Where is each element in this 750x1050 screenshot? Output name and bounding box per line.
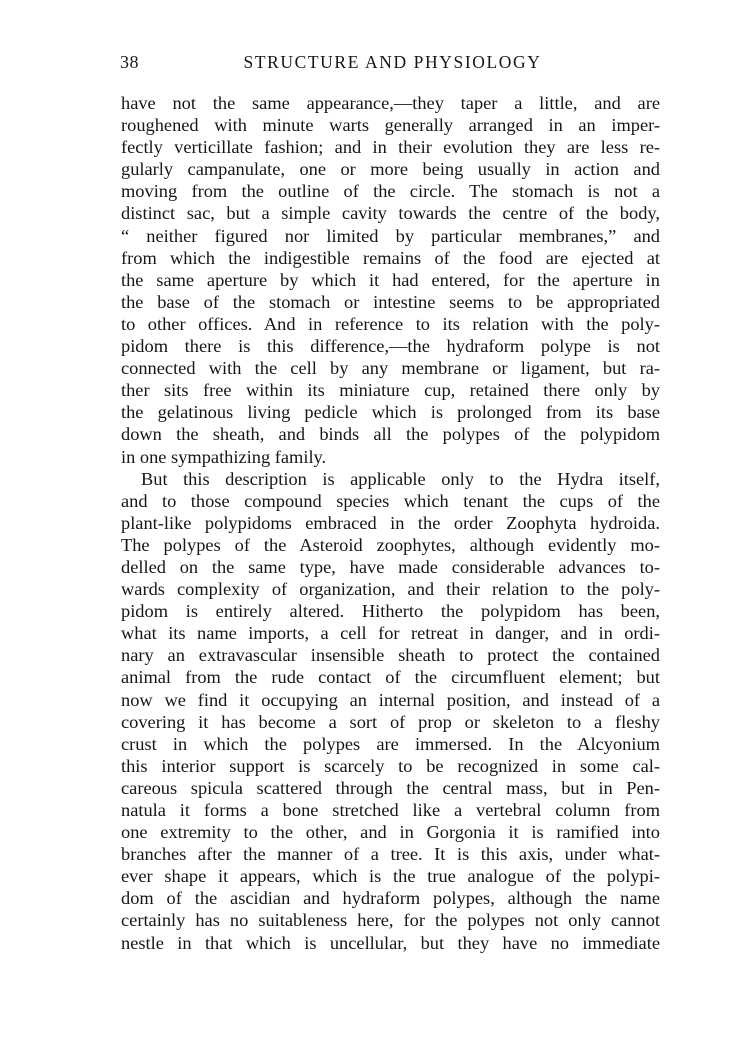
text-line: nary an extravascular insensible sheath to protect the contained <box>121 645 660 666</box>
text-line: branches after the manner of a tree. It is this axis, under what- <box>121 844 660 865</box>
text-line: in one sympathizing family. <box>121 446 327 467</box>
text-line: connected with the cell by any membrane or ligament, but ra- <box>121 358 660 379</box>
text-line: delled on the same type, have made considerable advances to- <box>121 556 660 577</box>
text-line: the same aperture by which it had entered, for the aperture in <box>121 269 660 290</box>
text-line: and to those compound species which tenant the cups of the <box>121 490 660 511</box>
text-line: pidom there is this difference,—the hydraform polype is not <box>121 336 660 357</box>
text-line: The polypes of the Asteroid zoophytes, although evidently mo- <box>121 534 660 555</box>
text-line: roughened with minute warts generally arranged in an imper- <box>121 115 660 136</box>
text-line: covering it has become a sort of prop or skeleton to a fleshy <box>121 711 660 732</box>
text-line: ther sits free within its miniature cup, retained there only by <box>121 380 660 401</box>
text-line: careous spicula scattered through the central mass, but in Pen- <box>121 777 660 798</box>
text-line: dom of the ascidian and hydraform polypes, although the name <box>121 888 660 909</box>
text-line: the gelatinous living pedicle which is prolonged from its base <box>121 402 660 423</box>
text-line: natula it forms a bone stretched like a vertebral column from <box>121 800 660 820</box>
paragraph-1 <box>121 92 660 468</box>
text-line: certainly has no suitableness here, for the polypes not only cannot <box>121 910 660 931</box>
text-line: animal from the rude contact of the circumfluent element; but <box>121 667 660 688</box>
text-line: pidom is entirely altered. Hitherto the polypidom has been, <box>121 601 660 622</box>
text-line: “ neither figured nor limited by particular membranes,” and <box>121 225 660 246</box>
text-line: one extremity to the other, and in Gorgonia it is ramified into <box>121 822 660 843</box>
text-line: the base of the stomach or intestine seems to be appropriated <box>121 291 660 312</box>
text-line: what its name imports, a cell for retreat in danger, and in ordi- <box>121 623 660 644</box>
text-line: crust in which the polypes are immersed. In the Alcyonium <box>121 733 660 754</box>
page-header <box>120 52 660 76</box>
text-line: plant-like polypidoms embraced in the order Zoophyta hydroida. <box>121 512 660 533</box>
text-line: this interior support is scarcely to be recognized in some cal- <box>121 755 660 776</box>
text-line: from which the indigestible remains of the food are ejected at <box>121 247 660 268</box>
text-line: moving from the outline of the circle. The stomach is not a <box>121 181 660 202</box>
body-text <box>121 92 660 954</box>
text-line: ever shape it appears, which is the true analogue of the polypi- <box>121 866 660 887</box>
text-line: wards complexity of organization, and their relation to the poly- <box>121 579 660 600</box>
running-head: STRUCTURE AND PHYSIOLOGY <box>243 52 542 72</box>
text-line: But this description is applicable only to the Hydra itself, <box>141 468 660 489</box>
text-line: nestle in that which is uncellular, but they have no immediate <box>121 932 660 953</box>
text-line: now we find it occupying an internal position, and instead of a <box>121 689 660 710</box>
text-line: gularly campanulate, one or more being usually in action and <box>121 159 660 180</box>
text-line: distinct sac, but a simple cavity towards the centre of the body, <box>121 203 660 224</box>
paragraph-2 <box>121 468 660 954</box>
text-line: have not the same appearance,—they taper a little, and are <box>121 93 660 113</box>
page-number: 38 <box>120 52 139 72</box>
text-line: fectly verticillate fashion; and in their evolution they are less re- <box>121 137 660 158</box>
text-line: down the sheath, and binds all the polypes of the polypidom <box>121 424 660 445</box>
text-line: to other offices. And in reference to its relation with the poly- <box>121 313 660 334</box>
